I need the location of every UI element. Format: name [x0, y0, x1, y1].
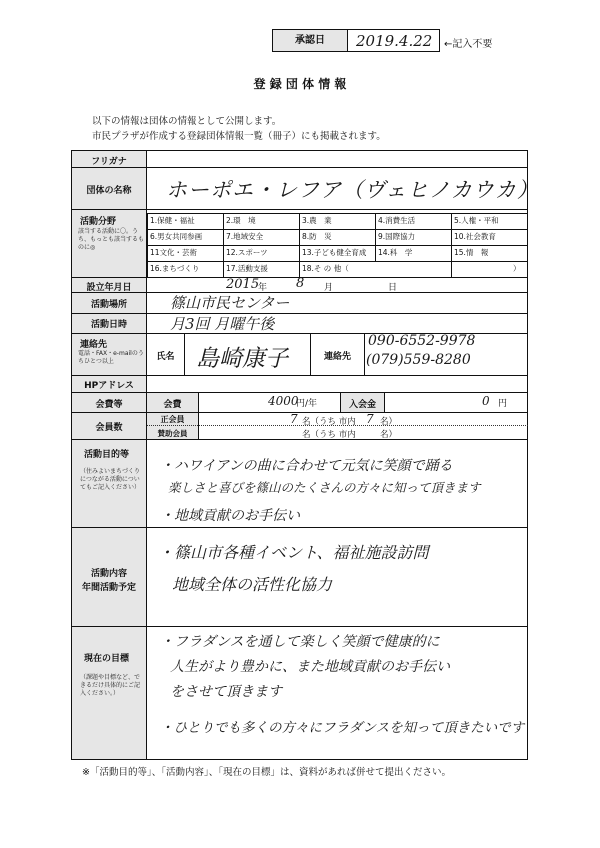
purpose-label: 活動目的等	[84, 450, 130, 460]
field-item: 8.防 災	[302, 232, 332, 241]
schedule-label: 活動日時	[90, 320, 127, 330]
intro-line-1: 以下の情報は団体の情報として公開します。	[92, 116, 282, 127]
goal-line-3: をさせて頂きます	[170, 684, 282, 700]
org-name-label: 団体の名称	[86, 186, 132, 196]
purpose-note: （住みよいまちづくりにつながる活動についてもご記入ください）	[80, 468, 141, 491]
regular-count: 7	[290, 412, 298, 426]
field-item: 14.科 学	[378, 248, 413, 257]
hp-label: HPアドレス	[84, 381, 134, 391]
founded-month: 8	[296, 276, 305, 291]
founded-label: 設立年月日	[86, 283, 132, 293]
members-label: 会員数	[95, 423, 123, 433]
field-item: 11文化・芸術	[150, 248, 198, 257]
purpose-line-3: ・地域貢献のお手伝い	[160, 508, 300, 524]
field-item: 13.子ども健全育成	[302, 248, 367, 257]
field-item: 1.保健・福祉	[150, 216, 195, 225]
field-item: 15.情 報	[454, 248, 489, 257]
footer-note: ※「活動目的等」、「活動内容」、「現在の目標」は、資料があれば併せて提出ください。	[82, 767, 451, 778]
contact-tel-1: 090-6552-9978	[368, 333, 476, 349]
regular-label: 正会員	[160, 415, 185, 424]
fee-label: 会費	[163, 400, 182, 410]
content-line-2: 地域全体の活性化協力	[172, 575, 333, 594]
field-item: 5.人権・平和	[454, 216, 499, 225]
content-label: 活動内容	[90, 569, 127, 579]
field-other-close: ）	[513, 264, 521, 273]
field-item: 6.男女共同参画	[150, 232, 203, 241]
field-item: 9.国際協力	[378, 232, 416, 241]
founded-month-unit: 月	[324, 283, 334, 293]
place-value: 篠山市民センター	[170, 294, 290, 312]
approval-note: ←記入不要	[444, 39, 493, 50]
contact-note: 電話・FAX・e-mailのうちひとつ以上	[78, 350, 144, 365]
field-item: 2.環 境	[226, 216, 256, 225]
content-label-2: 年間活動予定	[81, 583, 136, 593]
fee-row-label: 会費等	[95, 400, 123, 410]
contact-name-label: 氏名	[156, 352, 175, 362]
approval-date: 2019.4.22	[356, 32, 433, 50]
field-item: 7.地域安全	[226, 232, 264, 241]
contact-name-value: 島崎康子	[196, 346, 288, 372]
founded-day-unit: 日	[388, 283, 398, 293]
goal-line-1: ・フラダンスを通して楽しく笑顔で健康的に	[160, 634, 440, 650]
approval-label: 承認日	[273, 30, 347, 51]
support-label: 賛助会員	[157, 429, 188, 438]
founded-year: 2015	[226, 277, 260, 292]
fee-value: 4000	[268, 394, 299, 408]
regular-unit: 名（うち 市内	[302, 417, 356, 427]
contact-tel-2: (079)559-8280	[366, 352, 471, 368]
admission-unit: 円	[498, 399, 508, 409]
goal-line-4: ・ひとりでも多くの方々にフラダンスを知って頂きたいです	[160, 720, 525, 736]
place-label: 活動場所	[90, 300, 127, 310]
page-title: 登 録 団 体 情 報	[253, 77, 347, 91]
contact-label: 連絡先	[80, 340, 108, 350]
field-item: 12.スポーツ	[226, 248, 268, 257]
goal-note: （課題や目標など、できるだけ具体的にご記入ください。）	[80, 674, 141, 697]
field-item: 16.まちづくり	[150, 264, 200, 273]
field-item: 4.消費生活	[378, 216, 416, 225]
schedule-value: 月3回 月曜午後	[170, 315, 275, 333]
field-item: 10.社会教育	[454, 232, 496, 241]
field-item: 18.そ の 他（	[302, 264, 349, 273]
field-item: 3.農 業	[302, 216, 332, 225]
purpose-line-1: ・ハワイアンの曲に合わせて元気に笑顔で踊る	[160, 458, 453, 474]
founded-year-unit: 年	[258, 283, 268, 293]
field-item: 17.活動支援	[226, 264, 268, 273]
furigana-label: フリガナ	[91, 157, 127, 167]
fee-unit: 円/年	[296, 399, 318, 409]
support-close: 名）	[380, 430, 398, 440]
org-name-value: ホーポエ・レフア（ヴェヒノカウカ）	[166, 178, 539, 202]
purpose-line-2: 楽しさと喜びを篠山のたくさんの方々に知って頂きます	[168, 480, 481, 495]
intro-line-2: 市民プラザが作成する登録団体情報一覧（冊子）にも掲載されます。	[92, 131, 386, 142]
support-unit: 名（うち 市内	[302, 430, 356, 440]
regular-close: 名）	[380, 417, 398, 427]
goal-label: 現在の目標	[84, 654, 130, 664]
admission-label: 入会金	[348, 400, 376, 410]
content-line-1: ・篠山市各種イベント、福祉施設訪問	[158, 543, 429, 562]
fields-note: 該当する活動に〇。うち、もっとも該当するものに◎	[78, 228, 145, 251]
admission-value: 0	[482, 394, 490, 408]
goal-line-2: 人生がより豊かに、また地域貢献のお手伝い	[170, 659, 450, 675]
regular-city: 7	[366, 412, 374, 426]
contact-tel-label: 連絡先	[323, 352, 351, 362]
fields-label: 活動分野	[80, 217, 117, 227]
